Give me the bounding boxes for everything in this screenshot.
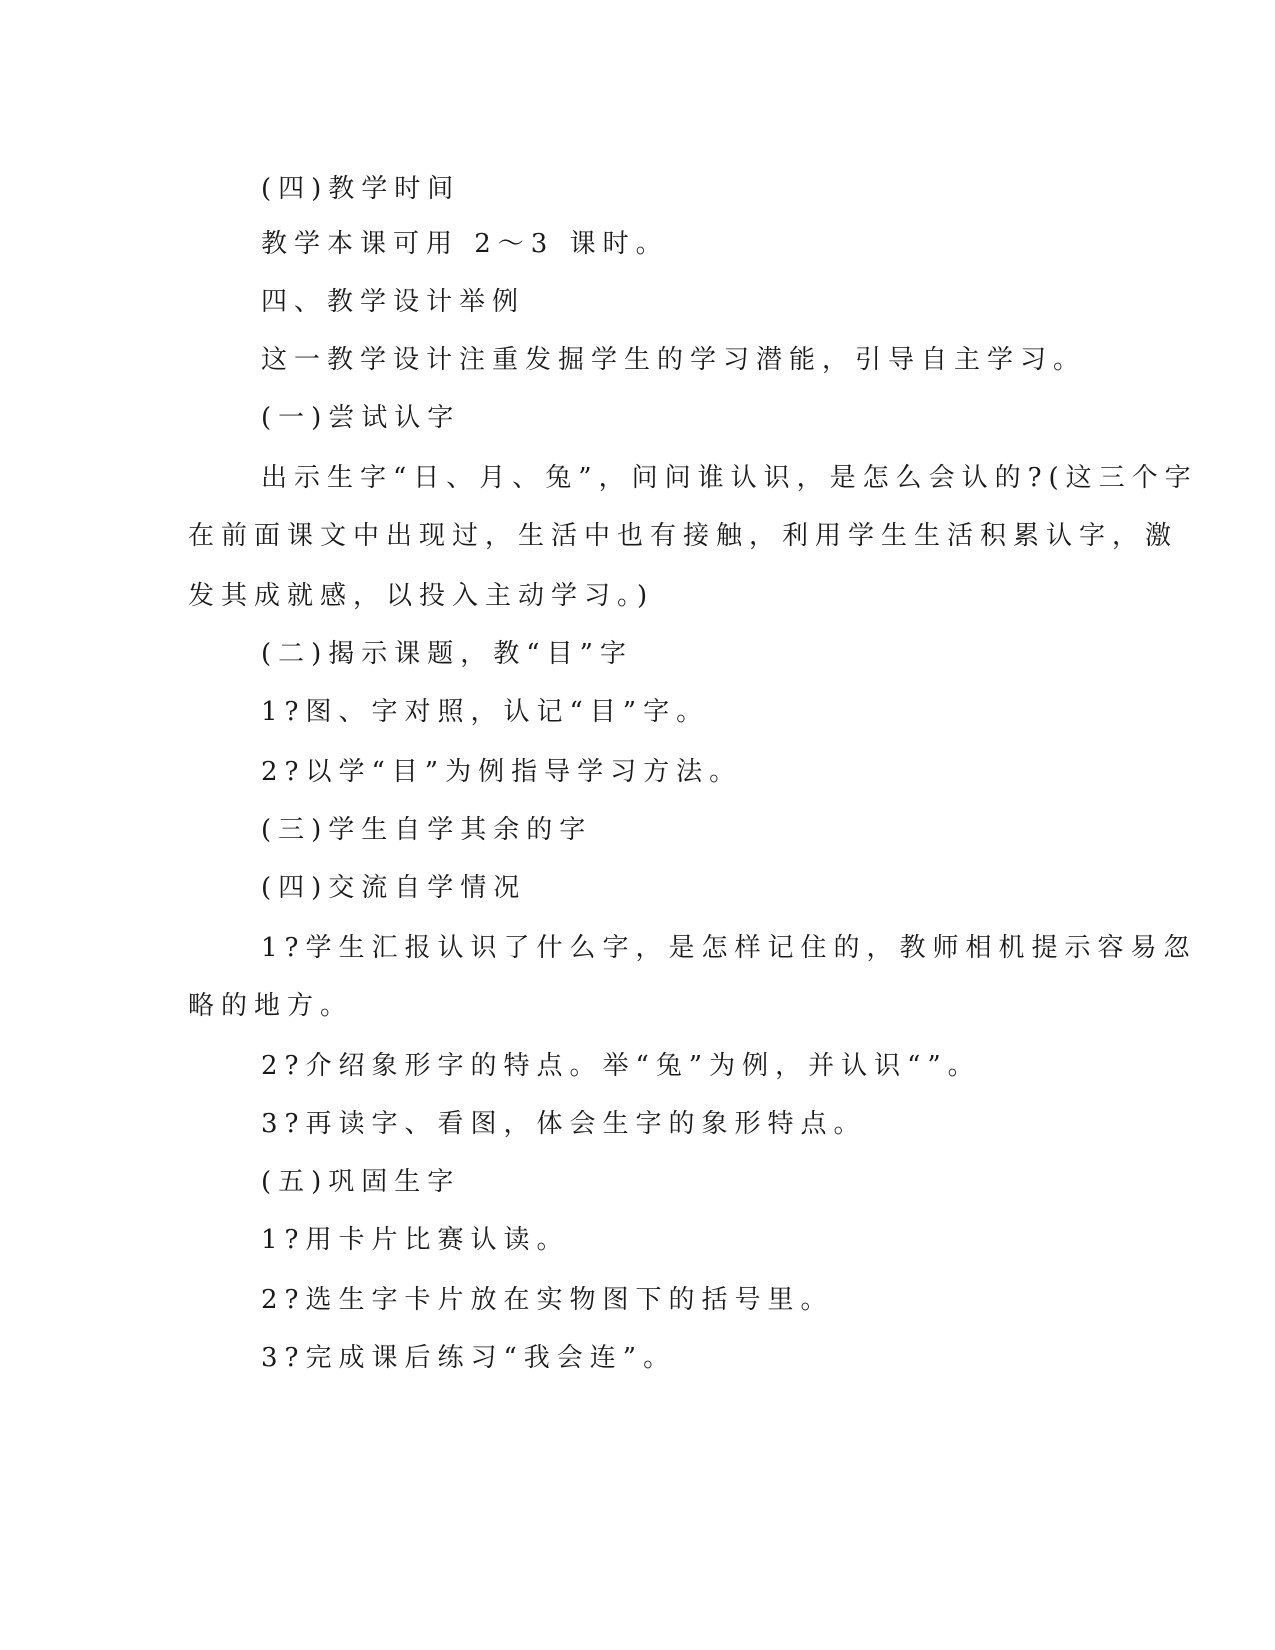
- subsection-heading: (四)交流自学情况: [261, 873, 527, 903]
- list-item: 1?学生汇报认识了什么字，是怎样记住的，教师相机提示容易忽: [261, 933, 1197, 963]
- list-item: 3?完成课后练习“我会连”。: [261, 1343, 677, 1373]
- paragraph-line: 这一教学设计注重发掘学生的学习潜能，引导自主学习。: [261, 345, 1087, 375]
- paragraph-line: 略的地方。: [188, 991, 354, 1021]
- section-heading-design-example: 四、教学设计举例: [261, 287, 526, 317]
- list-item: 2?以学“目”为例指导学习方法。: [261, 757, 743, 787]
- paragraph-line: 出示生字“日、月、兔”，问问谁认识，是怎么会认的?(这三个字: [261, 463, 1198, 493]
- paragraph-line: 教学本课可用 2～3 课时。: [261, 229, 669, 259]
- list-item: 2?选生字卡片放在实物图下的括号里。: [261, 1285, 834, 1315]
- list-item: 1?用卡片比赛认读。: [261, 1225, 570, 1255]
- list-item: 2?介绍象形字的特点。举“兔”为例，并认识“”。: [261, 1051, 981, 1081]
- subsection-heading: (一)尝试认字: [261, 403, 461, 433]
- subsection-heading: (三)学生自学其余的字: [261, 815, 593, 845]
- subsection-heading: (二)揭示课题，教“目”字: [261, 639, 633, 669]
- paragraph-line: 在前面课文中出现过，生活中也有接触，利用学生生活积累认字，激: [188, 521, 1179, 551]
- paragraph-line: 发其成就感，以投入主动学习。): [188, 581, 655, 611]
- list-item: 3?再读字、看图，体会生字的象形特点。: [261, 1109, 867, 1139]
- subsection-heading: (五)巩固生字: [261, 1167, 461, 1197]
- list-item: 1?图、字对照，认记“目”字。: [261, 697, 710, 727]
- section-heading-teaching-time: (四)教学时间: [261, 174, 461, 204]
